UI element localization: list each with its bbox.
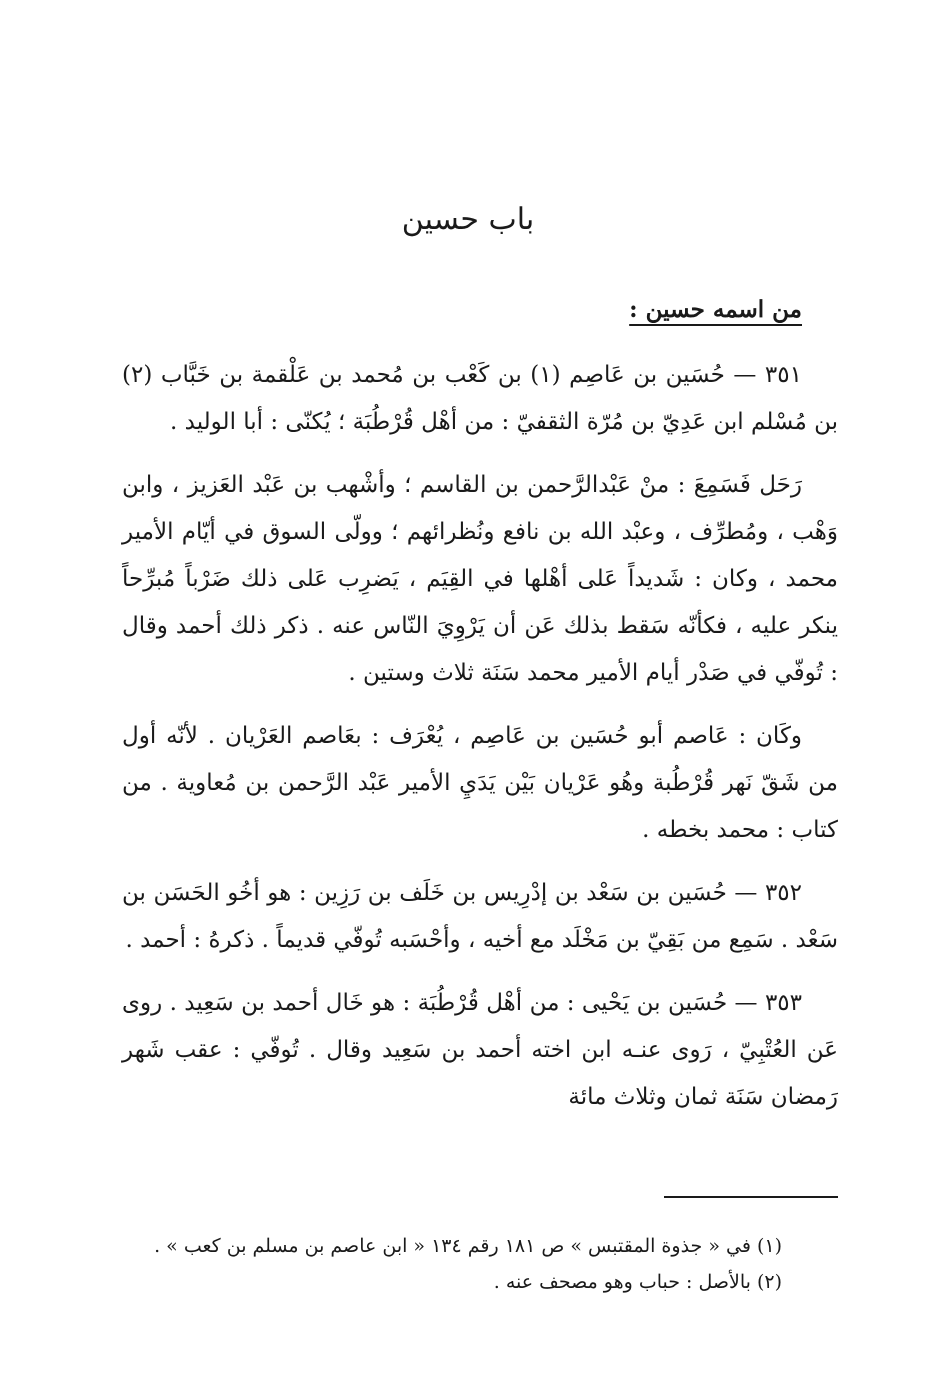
- entries-body: [122, 352, 838, 1137]
- footnote-divider: [664, 1196, 838, 1198]
- footnotes: [132, 1228, 782, 1300]
- chapter-title: باب حسين: [401, 202, 535, 237]
- entry-351-header: ٣٥١ — حُسَين بن عَاصِم (١) بن كَعْب بن مُحمد بن عَلْقمة بن خَبَّاب (٢) بن مُسْلم ابن عَدِيّ بن مُرّة الثقفيّ : من أهْل قُرْطُبَة ؛ يُكنّى : أبا الوليد .: [122, 362, 838, 435]
- footnote-2: (٢) بالأصل : حباب وهو مصحف عنه .: [493, 1271, 782, 1293]
- entry-352: ٣٥٢ — حُسَين بن سَعْد بن إدْرِيس بن خَلَف بن رَزِين : هو أخُو الحَسَن بن سَعْد . سَمِع من بَقِيّ بن مَخْلَد مع أخيه ، وأحْسَبه تُوفّي قديماً . ذكرهُ : أحمد .: [122, 880, 838, 953]
- footnote-1: (١) في « جذوة المقتبس » ص ١٨١ رقم ١٣٤ « ابن عاصم بن مسلم بن كعب » .: [154, 1235, 782, 1257]
- entry-351-note: وكَان : عَاصم أبو حُسَين بن عَاصِم ، يُعْرَف : بعَاصم العَرْيان . لأنّه أول من شَقّ نَهر قُرْطُبة وهُو عَرْيان بَيْن يَدَيِ الأمير عَبْد الرَّحمن بن مُعاوية . من كتاب : محمد بخطه .: [122, 723, 838, 843]
- entry-351-biography: رَحَل فَسَمِعَ : منْ عَبْدالرَّحمن بن القاسم ؛ وأشْهب بن عَبْد العَزيز ، وابن وَهْب ، ومُطرِّف ، وعبْد الله بن نافع ونُظرائهم ؛ وولّى السوق في أيّام الأمير محمد ، وكان : شَديداً عَلى أهْلها في القِيَم ، يَضرِب عَلى ذلك ضَرْباً مُبرِّحاً ينكر عليه ، فكأنّه سَقط بذلك عَن أن يَرْوِيَ النّاس عنه . ذكر ذلك أحمد وقال : تُوفّي في صَدْر أيام الأمير محمد سَنَة ثلاث وستين .: [122, 472, 838, 686]
- entry-353: ٣٥٣ — حُسَين بن يَحْيى : من أهْل قُرْطُبَة : هو خَال أحمد بن سَعِيد . روى عَن العُتْبِيّ ، رَوى عنـه ابن اخته أحمد بن سَعِيد وقال . تُوفّي : عقب شَهر رَمضان سَنَة ثمان وثلاث مائة: [122, 990, 838, 1110]
- section-subheading: من اسمه حسين :: [629, 296, 802, 323]
